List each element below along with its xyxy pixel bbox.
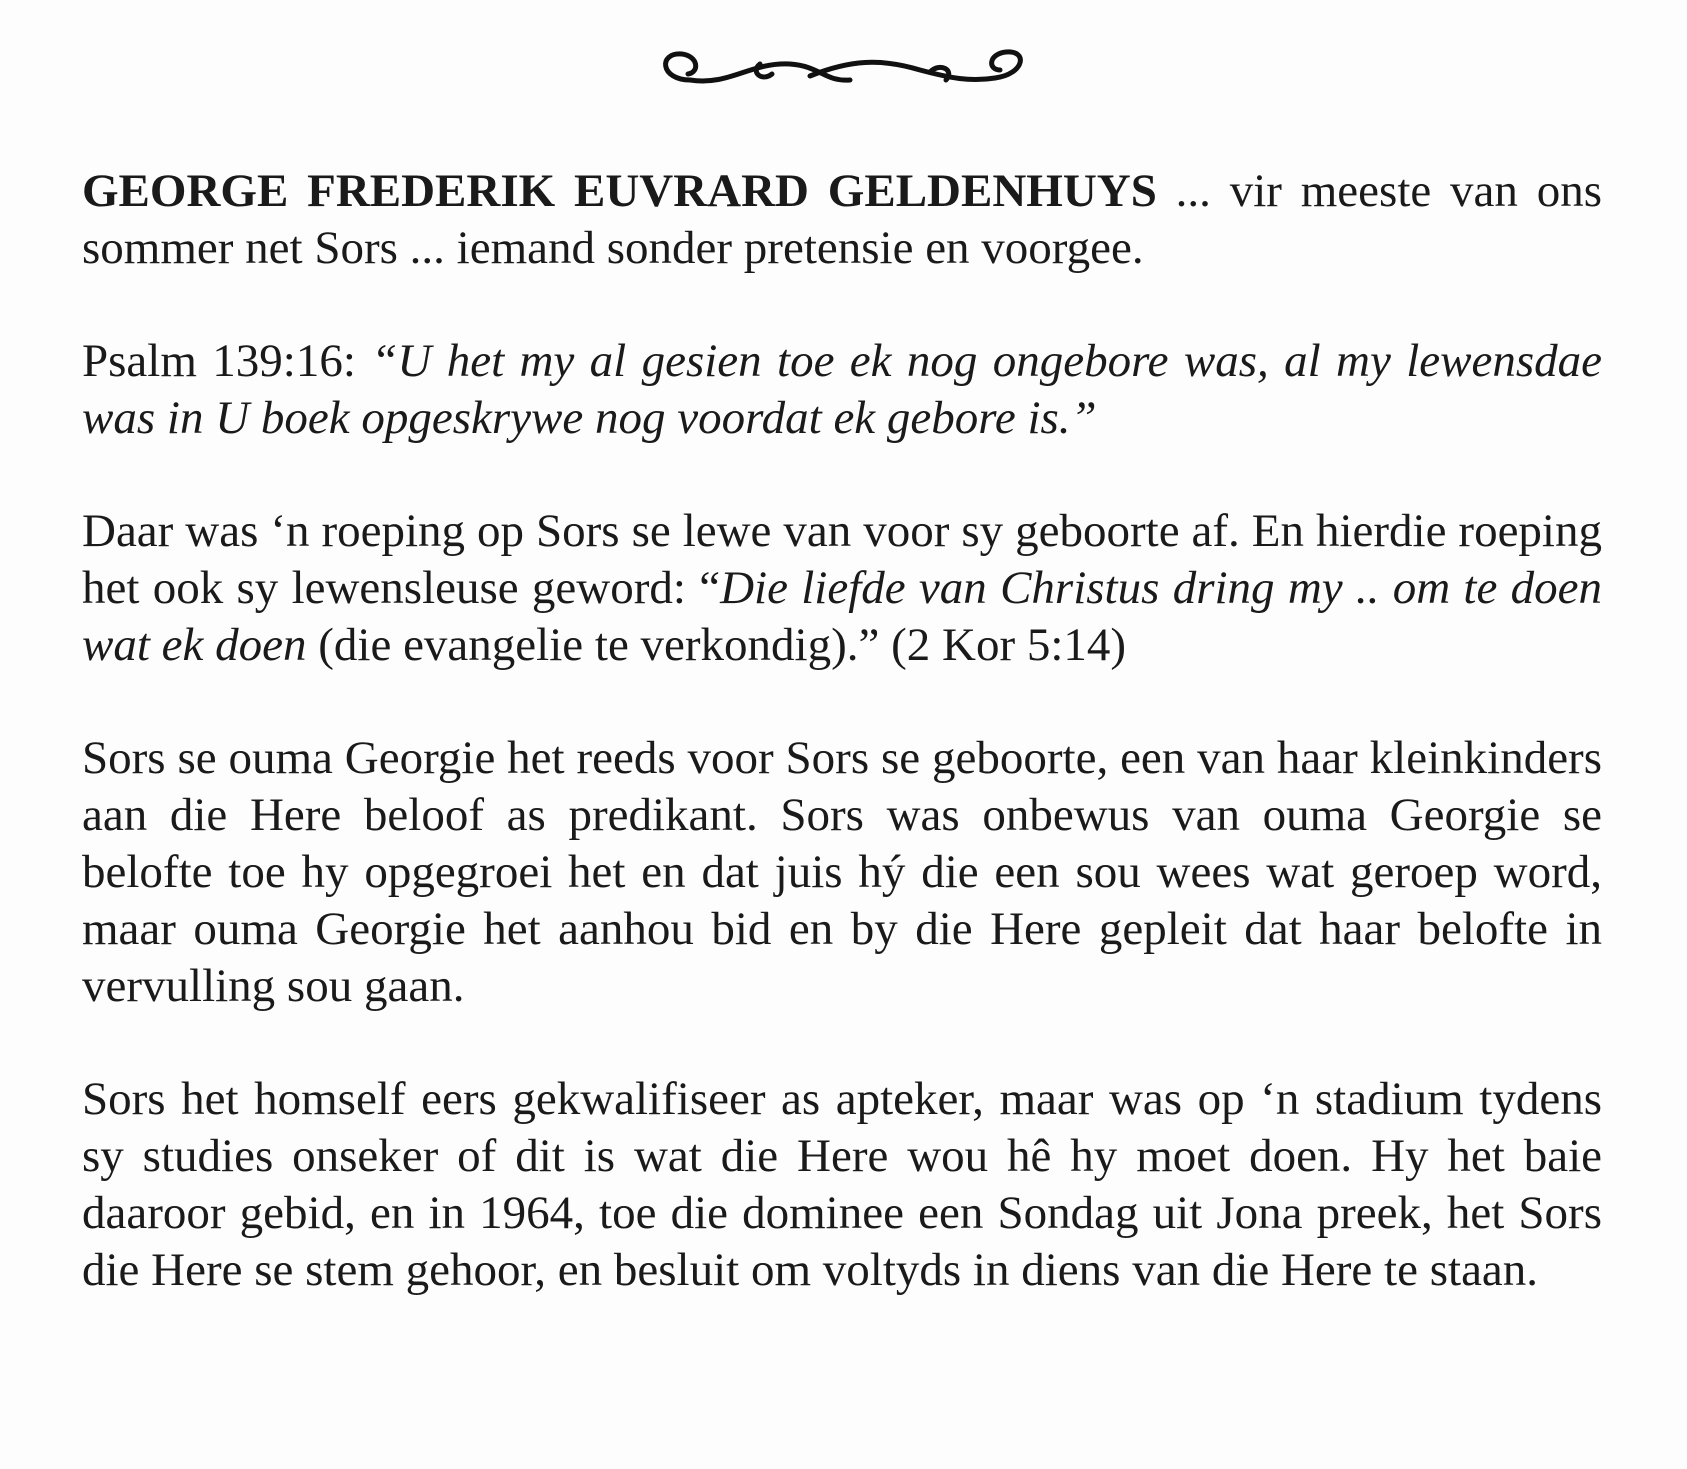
memorial-text [82,163,1602,1299]
paragraph-intro [82,163,1602,277]
career-text: Sors het homself eers gekwalifiseer as apteker, maar was op ‘n stadium tydens sy studies onseker of dit is wat die Here wou hê hy moet doen. Hy het baie daaroor gebid, en in 1964, toe die dominee een Sondag uit Jona preek, het Sors die Here se stem gehoor, en besluit om voltyds in diens van die Here te staan. [82,1073,1602,1296]
grandmother-text: Sors se ouma Georgie het reeds voor Sors se geboorte, een van haar kleinkinders aan die Here beloof as predikant. Sors was onbewus van ouma Georgie se belofte toe hy opgegroei het en dat juis hý die een sou wees wat geroep word, maar ouma Georgie het aanhou bid en by die Here gepleit dat haar belofte in vervulling sou gaan. [82,732,1602,1012]
psalm-reference: Psalm 139:16: [82,335,372,387]
calling-quote: Die liefde van Christus dring my .. om te doen wat ek doen [82,562,1602,671]
paragraph-grandmother [82,730,1602,1015]
paragraph-psalm [82,333,1602,447]
person-full-name: GEORGE FREDERIK EUVRARD GELDENHUYS [82,165,1157,217]
calling-intro: Daar was ‘n roeping op Sors se lewe van voor sy geboorte af. En hierdie roeping het ook sy lewensleuse geword: “ [82,505,1602,614]
calling-tail: (die evangelie te verkondig).” (2 Kor 5:14) [306,619,1127,671]
psalm-quote: “U het my al gesien toe ek nog ongebore was, al my lewensdae was in U boek opgeskrywe nog voordat ek gebore is.” [82,335,1603,444]
paragraph-calling [82,503,1602,674]
paragraph-career [82,1071,1602,1299]
scroll-flourish-icon [650,42,1035,102]
intro-text: ... vir meeste van ons sommer net Sors ... iemand sonder pretensie en voorgee. [82,165,1602,274]
